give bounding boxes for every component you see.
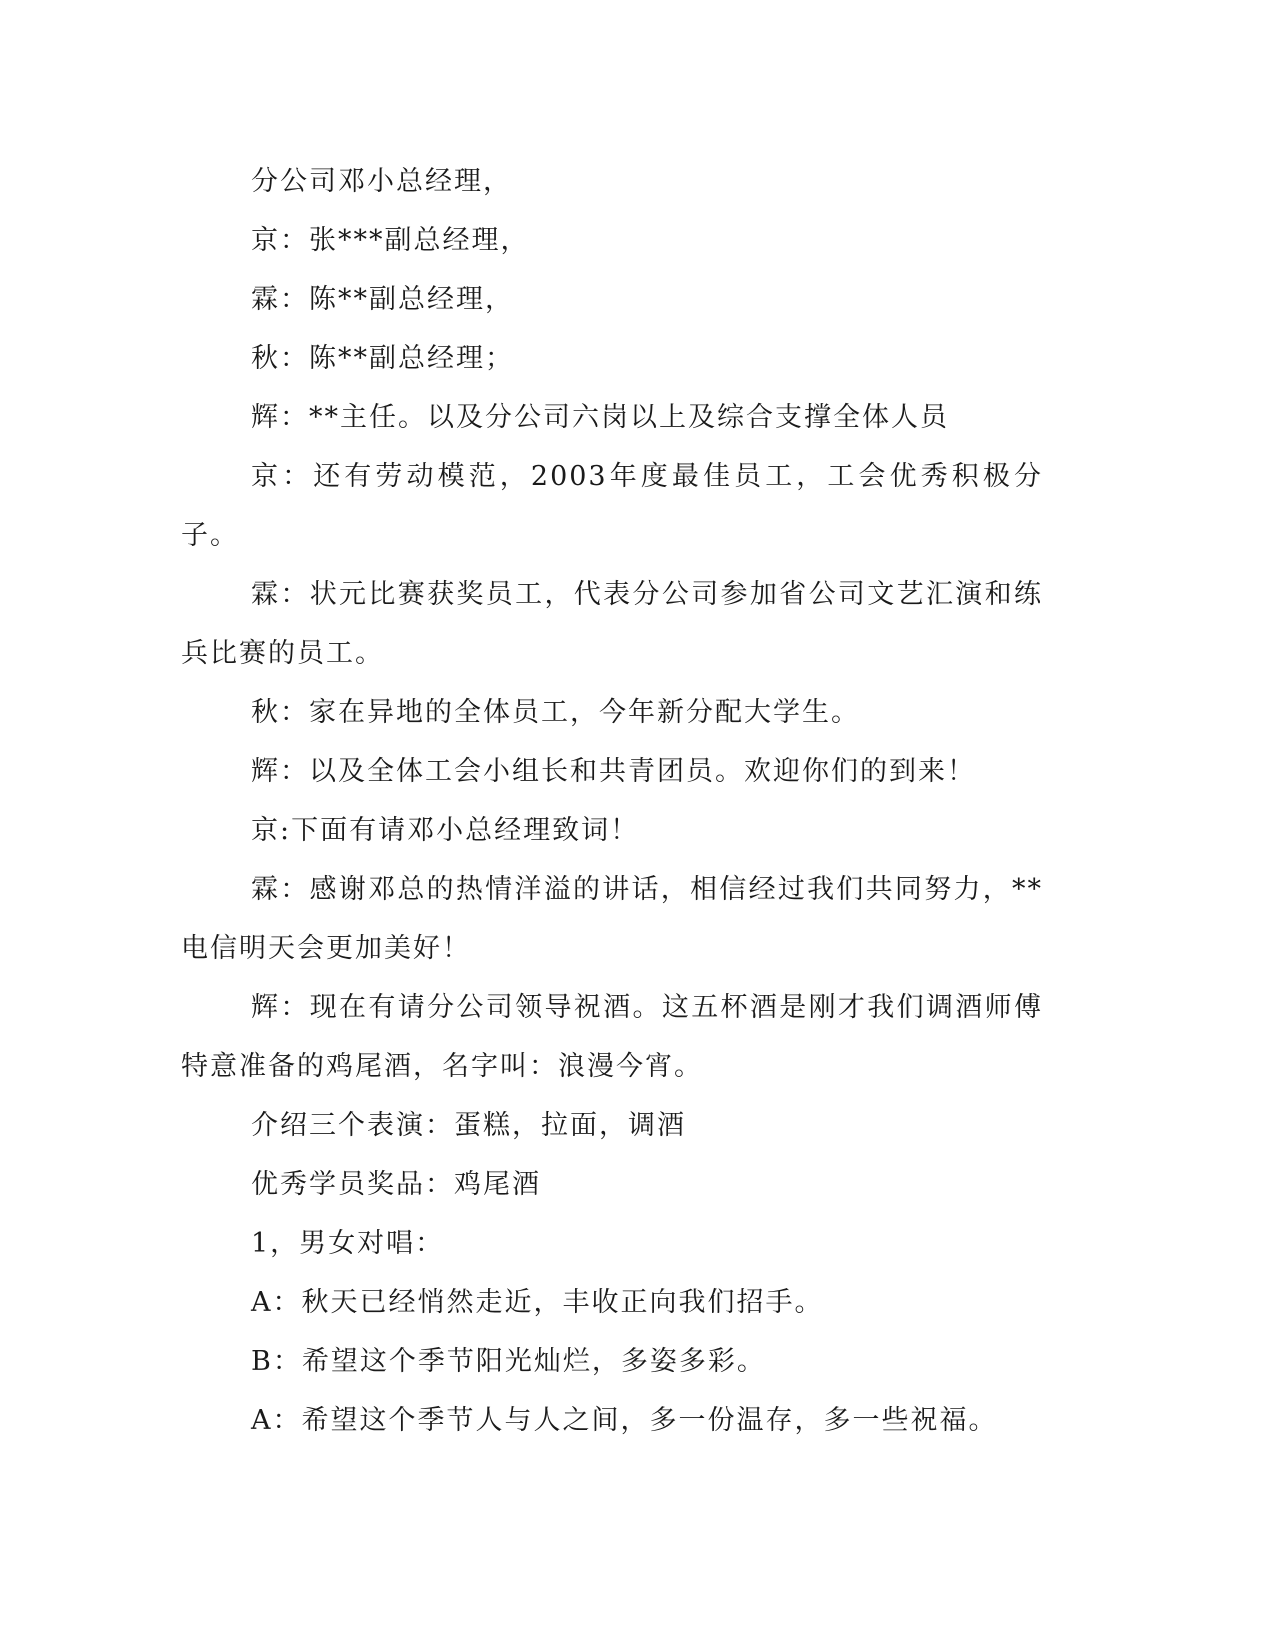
paragraph: 介绍三个表演：蛋糕，拉面，调酒 — [251, 1110, 686, 1141]
paragraph: 京：还有劳动模范，2003年度最佳员工，工会优秀积极分子。 — [181, 461, 1043, 551]
paragraph: 辉：以及全体工会小组长和共青团员。欢迎你们的到来！ — [251, 756, 976, 787]
paragraph: 霖：状元比赛获奖员工，代表分公司参加省公司文艺汇演和练兵比赛的员工。 — [181, 579, 1043, 669]
document-body — [181, 152, 1043, 1450]
paragraph: 秋：陈**副总经理； — [251, 343, 514, 374]
paragraph: 辉：**主任。以及分公司六岗以上及综合支撑全体人员 — [251, 402, 949, 433]
paragraph: 京：张***副总经理， — [251, 225, 530, 256]
paragraph: 1，男女对唱： — [251, 1228, 445, 1259]
paragraph: B：希望这个季节阳光灿烂，多姿多彩。 — [251, 1346, 766, 1377]
paragraph: 霖：感谢邓总的热情洋溢的讲话，相信经过我们共同努力，**电信明天会更加美好！ — [181, 874, 1043, 964]
paragraph: 秋：家在异地的全体员工，今年新分配大学生。 — [251, 697, 860, 728]
paragraph: 优秀学员奖品：鸡尾酒 — [251, 1169, 541, 1200]
paragraph: A：秋天已经悄然走近，丰收正向我们招手。 — [251, 1287, 824, 1318]
paragraph: 京:下面有请邓小总经理致词！ — [251, 815, 640, 846]
paragraph: 霖：陈**副总经理， — [251, 284, 514, 315]
paragraph: 分公司邓小总经理， — [251, 166, 512, 197]
paragraph: A：希望这个季节人与人之间，多一份温存，多一些祝福。 — [251, 1405, 998, 1436]
paragraph: 辉：现在有请分公司领导祝酒。这五杯酒是刚才我们调酒师傅特意准备的鸡尾酒，名字叫：浪漫今宵。 — [181, 992, 1043, 1082]
